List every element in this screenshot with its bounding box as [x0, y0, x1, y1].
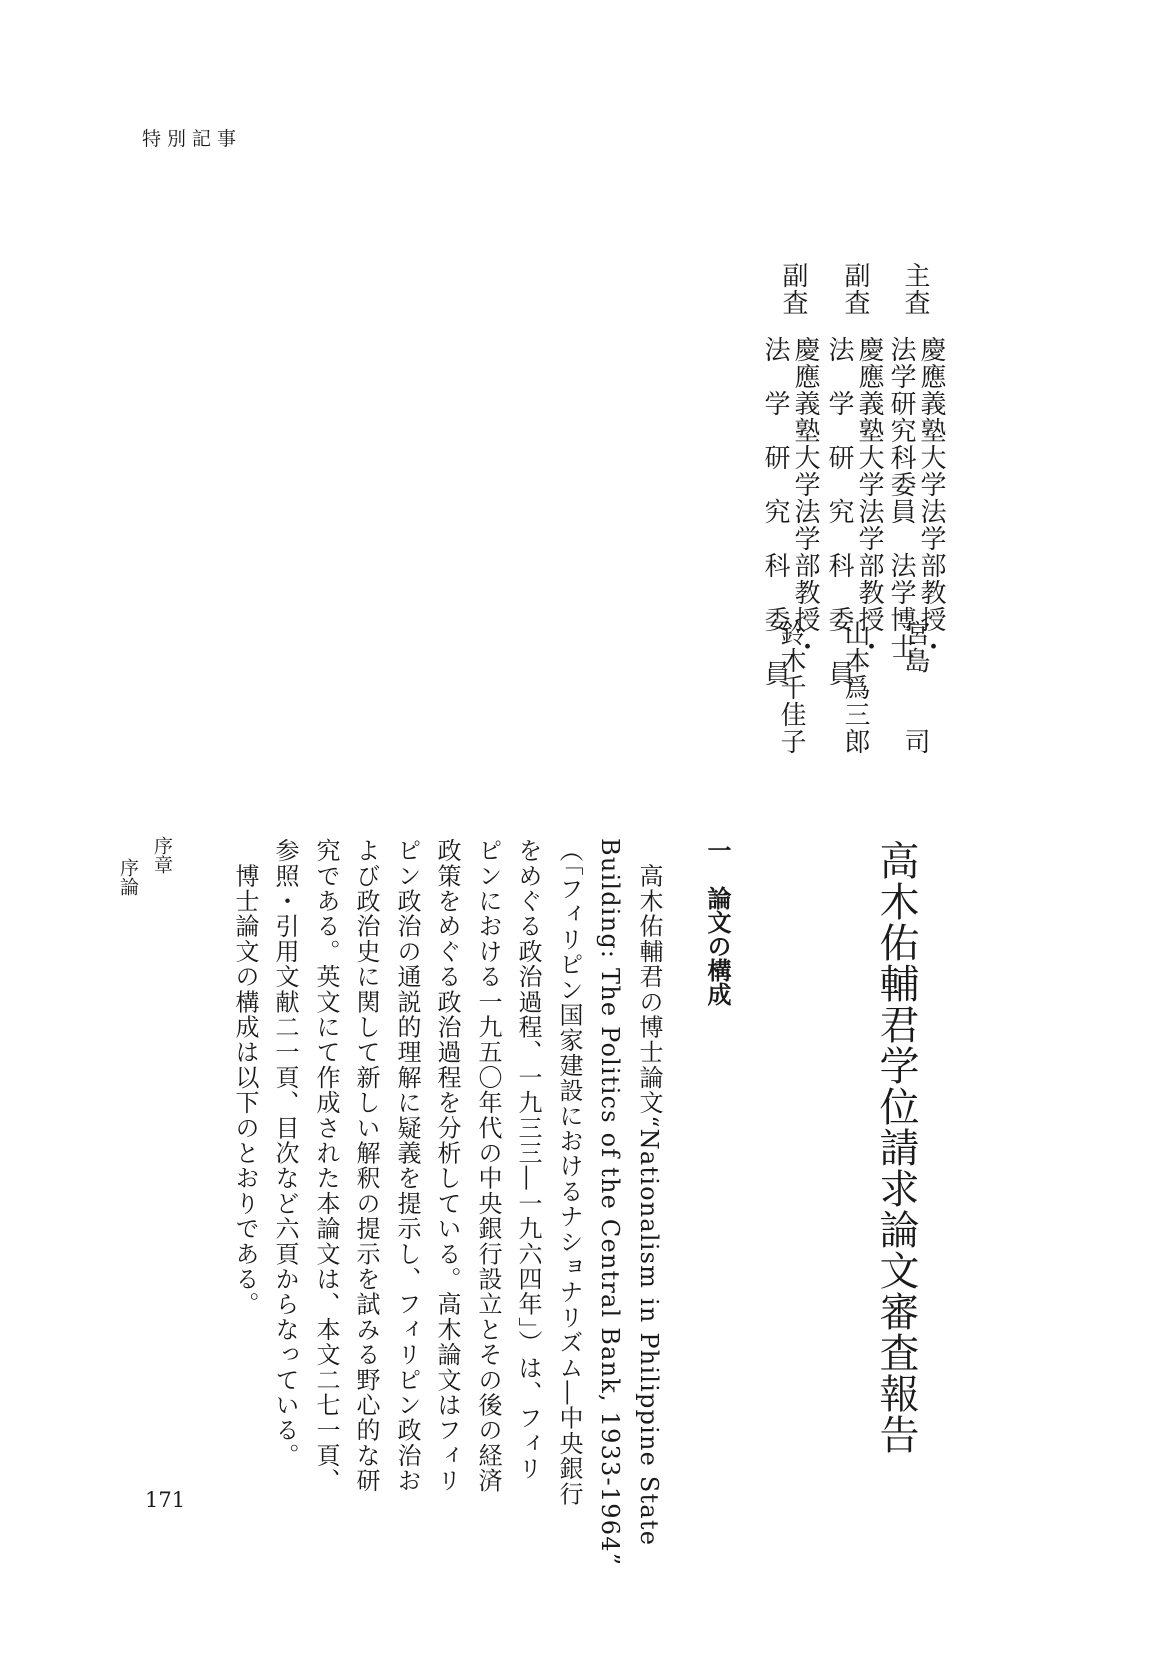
examiner-name: 宮島 司 [900, 620, 930, 755]
report-title: 高木佑輔君学位請求論文審査報告 [873, 840, 919, 1455]
body-line: ピン政治の通説的理解に疑義を提示し、フィリピン政治お [393, 838, 421, 1494]
body-line: 高木佑輔君の博士論文“Nationalism in Philippine State [635, 838, 663, 1547]
body-line: 究である。英文にて作成された本論文は、本文二七一頁、 [312, 838, 340, 1494]
examiner-role: 主査 [900, 262, 930, 316]
examiner-role: 副査 [778, 262, 808, 316]
examiner-affiliation: 法 学 研 究 科 委 員 [824, 336, 854, 687]
body-line: をめぐる政治過程、一九三三―一九六四年」）は、フィリ [514, 838, 542, 1482]
page-number: 171 [145, 1488, 186, 1512]
toc-item: 序論 [117, 858, 139, 896]
body-line: Building: The Politics of the Central Bank, 1933-1964” [596, 838, 624, 1567]
body-line: 参照・引用文献二一頁、目次など六頁からなっている。 [271, 838, 299, 1468]
examiner-affiliation: 法 学 研 究 科 委 員 [760, 336, 790, 687]
section-heading: 一 論文の構成 [703, 838, 731, 1006]
body-line: 政策をめぐる政治過程を分析している。高木論文はフィリ [433, 838, 461, 1494]
examiner-role: 副査 [840, 262, 870, 316]
examiner-name: 山本爲三郎 [840, 620, 870, 755]
examiner-affiliation: 慶應義塾大学法学部教授・ [854, 336, 884, 660]
examiner-affiliation: 慶應義塾大学法学部教授・ [916, 336, 946, 660]
body-line: 博士論文の構成は以下のとおりである。 [231, 838, 259, 1317]
toc-item: 序章 [151, 836, 173, 874]
examiner-name: 鈴木千佳子 [776, 620, 806, 755]
body-line: よび政治史に関して新しい解釈の提示を試みる野心的な研 [352, 838, 380, 1494]
examiner-affiliation: 法学研究科委員 法学博士 [886, 336, 916, 660]
body-line: ピンにおける一九五〇年代の中央銀行設立とその後の経済 [474, 838, 502, 1494]
body-line: （「フィリピン国家建設におけるナショナリズム―中央銀行 [555, 838, 583, 1507]
section-label: 特別記事 [142, 128, 243, 150]
examiner-affiliation: 慶應義塾大学法学部教授・ [790, 336, 820, 660]
